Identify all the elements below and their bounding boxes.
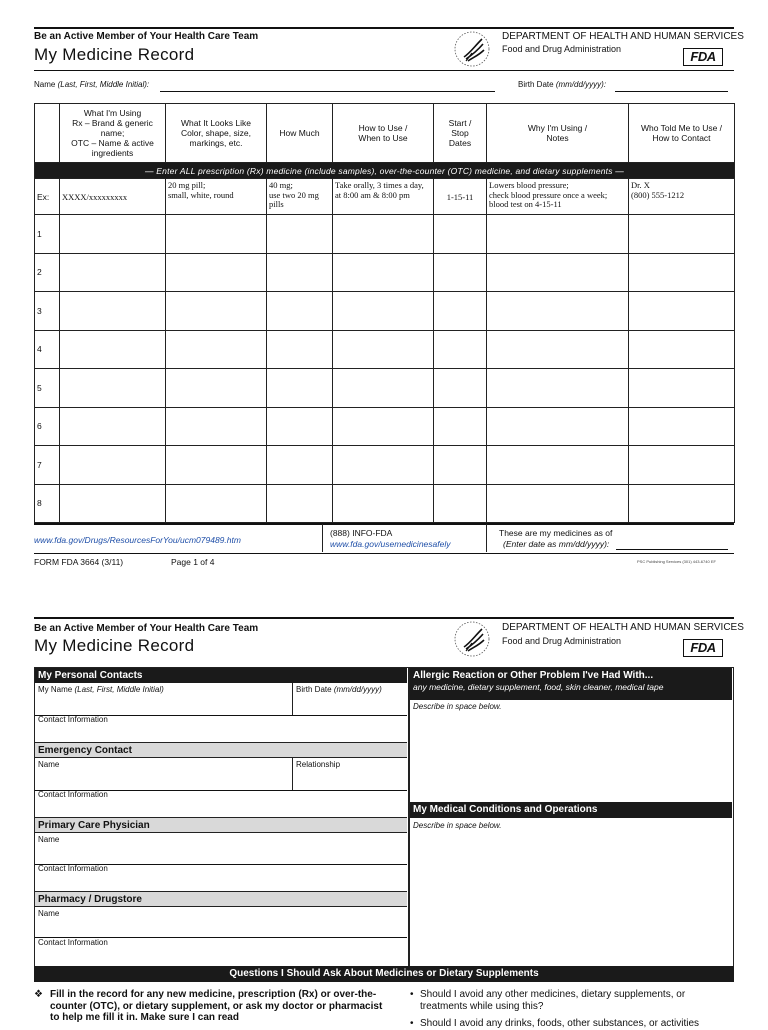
page1-name-field[interactable] xyxy=(160,91,495,92)
table-cell[interactable] xyxy=(166,330,267,369)
row-number: 4 xyxy=(35,330,60,369)
pharmacy-contact-info-label: Contact Information xyxy=(38,938,108,947)
page2-title: My Medicine Record xyxy=(34,636,195,655)
primary-care-heading: Primary Care Physician xyxy=(35,817,407,833)
example-looks: 20 mg pill; small, white, round xyxy=(166,179,267,215)
table-cell[interactable] xyxy=(60,484,166,523)
table-cell[interactable] xyxy=(487,292,629,331)
example-who: Dr. X (800) 555-1212 xyxy=(629,179,735,215)
example-label: Ex: xyxy=(35,179,60,215)
publisher-note: PSC Publishing Services (301) 443-6740 EF xyxy=(637,559,716,564)
header-who: Who Told Me to Use / How to Contact xyxy=(629,104,735,163)
header-what: What I'm Using Rx – Brand & generic name; OTC – Name & active ingredients xyxy=(60,104,166,163)
pharmacy-name-label: Name xyxy=(38,909,60,918)
emergency-contact-heading: Emergency Contact xyxy=(35,742,407,758)
allergy-heading: Allergic Reaction or Other Problem I've Had With... xyxy=(413,670,654,681)
bullet-icon: • xyxy=(410,1018,414,1029)
allergy-subheading: any medicine, dietary supplement, food, skin cleaner, medical tape xyxy=(413,682,664,692)
page1-name-label: Name (Last, First, Middle Initial): xyxy=(34,80,150,89)
table-cell[interactable] xyxy=(60,215,166,254)
row-number: 2 xyxy=(35,253,60,292)
page1-tagline: Be an Active Member of Your Health Care Team xyxy=(34,31,259,42)
page1-dept-line2: Food and Drug Administration xyxy=(502,44,622,54)
table-cell[interactable] xyxy=(267,215,333,254)
table-cell[interactable] xyxy=(434,330,487,369)
diamond-bullet-icon: ❖ xyxy=(34,989,43,1000)
table-cell[interactable] xyxy=(333,215,434,254)
table-cell[interactable] xyxy=(267,369,333,408)
header-why: Why I'm Using / Notes xyxy=(487,104,629,163)
table-cell[interactable] xyxy=(166,407,267,446)
table-cell[interactable] xyxy=(166,369,267,408)
left-instruction-text: Fill in the record for any new medicine, prescription (Rx) or over-the-counter (OTC), or dietary supplement, or ask my doctor or pharmacist to help me fill it in. Make sure I can read xyxy=(50,989,383,1023)
table-cell[interactable] xyxy=(487,330,629,369)
table-cell[interactable] xyxy=(487,253,629,292)
header-how-to: How to Use / When to Use xyxy=(333,104,434,163)
footer-fda-link[interactable]: www.fda.gov/Drugs/ResourcesForYou/ucm079489.htm xyxy=(34,535,241,545)
pcp-name-label: Name xyxy=(38,835,60,844)
table-cell[interactable] xyxy=(267,484,333,523)
hhs-eagle-logo xyxy=(452,29,492,69)
my-name-label: My Name (Last, First, Middle Initial) xyxy=(38,685,164,694)
table-cell[interactable] xyxy=(434,484,487,523)
table-cell[interactable] xyxy=(629,446,735,485)
footer-as-of: These are my medicines as of xyxy=(499,528,613,538)
bullet-icon: • xyxy=(410,989,414,1000)
table-cell[interactable] xyxy=(629,330,735,369)
pcp-contact-info-label: Contact Information xyxy=(38,864,108,873)
table-cell[interactable] xyxy=(629,484,735,523)
conditions-text-area[interactable] xyxy=(410,831,732,965)
table-cell[interactable] xyxy=(629,407,735,446)
table-cell[interactable] xyxy=(629,215,735,254)
example-why: Lowers blood pressure; check blood pressure once a week; blood test on 4-15-11 xyxy=(487,179,629,215)
question-1: Should I avoid any other medicines, dietary supplements, or treatments while using this? xyxy=(420,989,686,1012)
table-cell[interactable] xyxy=(267,292,333,331)
header-blank xyxy=(35,104,60,163)
table-cell[interactable] xyxy=(434,215,487,254)
table-cell[interactable] xyxy=(60,407,166,446)
allergy-describe-hint: Describe in space below. xyxy=(413,702,502,711)
question-2: Should I avoid any drinks, foods, other substances, or activities xyxy=(420,1018,700,1029)
table-cell[interactable] xyxy=(166,215,267,254)
table-cell[interactable] xyxy=(166,292,267,331)
table-cell[interactable] xyxy=(434,253,487,292)
questions-heading: Questions I Should Ask About Medicines or Dietary Supplements xyxy=(34,966,734,982)
table-cell[interactable] xyxy=(60,369,166,408)
footer-enter-date: (Enter date as mm/dd/yyyy): xyxy=(503,539,610,549)
header-looks: What It Looks Like Color, shape, size, markings, etc. xyxy=(166,104,267,163)
row-number: 1 xyxy=(35,215,60,254)
table-cell[interactable] xyxy=(434,407,487,446)
right-questions xyxy=(410,989,728,1030)
header-dates: Start / Stop Dates xyxy=(434,104,487,163)
example-how-to: Take orally, 3 times a day, at 8:00 am & 8:00 pm xyxy=(333,179,434,215)
hhs-eagle-logo xyxy=(452,619,492,659)
table-cell[interactable] xyxy=(333,330,434,369)
table-cell[interactable] xyxy=(333,253,434,292)
table-cell[interactable] xyxy=(434,446,487,485)
table-cell[interactable] xyxy=(434,369,487,408)
table-cell[interactable] xyxy=(60,253,166,292)
relationship-label: Relationship xyxy=(296,760,341,769)
table-cell[interactable] xyxy=(60,330,166,369)
footer-usemedicine-link[interactable]: www.fda.gov/usemedicinesafely xyxy=(330,539,451,549)
page2-dept-line2: Food and Drug Administration xyxy=(502,636,622,646)
emergency-name-label: Name xyxy=(38,760,60,769)
page1-birth-field[interactable] xyxy=(615,91,728,92)
row-number: 5 xyxy=(35,369,60,408)
footer-date-field[interactable] xyxy=(616,549,728,550)
allergy-text-area[interactable] xyxy=(410,712,732,800)
example-what: XXXX/xxxxxxxxx xyxy=(60,179,166,215)
example-how-much: 40 mg; use two 20 mg pills xyxy=(267,179,333,215)
table-cell[interactable] xyxy=(60,446,166,485)
page2-dept-line1: DEPARTMENT OF HEALTH AND HUMAN SERVICES xyxy=(502,622,744,633)
table-cell[interactable] xyxy=(267,330,333,369)
table-cell[interactable] xyxy=(333,484,434,523)
table-cell[interactable] xyxy=(267,253,333,292)
table-cell[interactable] xyxy=(434,292,487,331)
table-cell[interactable] xyxy=(166,484,267,523)
row-number: 8 xyxy=(35,484,60,523)
emergency-contact-info-label: Contact Information xyxy=(38,790,108,799)
example-dates: 1-15-11 xyxy=(434,179,487,215)
table-cell[interactable] xyxy=(629,253,735,292)
table-cell[interactable] xyxy=(487,215,629,254)
table-cell[interactable] xyxy=(333,407,434,446)
table-cell[interactable] xyxy=(267,446,333,485)
personal-contacts-heading: My Personal Contacts xyxy=(35,668,407,683)
page-number: Page 1 of 4 xyxy=(171,557,215,567)
table-cell[interactable] xyxy=(629,292,735,331)
row-number: 6 xyxy=(35,407,60,446)
page1-birth-label: Birth Date (mm/dd/yyyy): xyxy=(518,80,607,89)
page1-fda-logo: FDA xyxy=(683,48,723,66)
entry-instruction-band: — Enter ALL prescription (Rx) medicine (include samples), over-the-counter (OTC) medicine, and dietary supplements — xyxy=(35,163,735,179)
table-cell[interactable] xyxy=(487,369,629,408)
table-cell[interactable] xyxy=(629,369,735,408)
header-how-much: How Much xyxy=(267,104,333,163)
table-cell[interactable] xyxy=(487,446,629,485)
row-number: 7 xyxy=(35,446,60,485)
allergy-heading-block xyxy=(410,668,732,700)
form-id: FORM FDA 3664 (3/11) xyxy=(34,557,124,567)
table-cell[interactable] xyxy=(166,253,267,292)
medicine-table xyxy=(34,103,735,523)
conditions-describe-hint: Describe in space below. xyxy=(413,821,502,830)
table-cell[interactable] xyxy=(166,446,267,485)
table-cell[interactable] xyxy=(60,292,166,331)
table-cell[interactable] xyxy=(333,292,434,331)
table-cell[interactable] xyxy=(333,369,434,408)
footer-phone: (888) INFO-FDA xyxy=(330,528,393,538)
left-instruction xyxy=(34,989,394,1024)
page1-dept-line1: DEPARTMENT OF HEALTH AND HUMAN SERVICES xyxy=(502,31,744,42)
page2-fda-logo: FDA xyxy=(683,639,723,657)
table-cell[interactable] xyxy=(333,446,434,485)
pharmacy-heading: Pharmacy / Drugstore xyxy=(35,891,407,907)
birth-date-label: Birth Date (mm/dd/yyyy) xyxy=(296,685,382,694)
table-cell[interactable] xyxy=(267,407,333,446)
page1-title: My Medicine Record xyxy=(34,45,195,64)
conditions-heading: My Medical Conditions and Operations xyxy=(410,802,732,818)
table-cell[interactable] xyxy=(487,407,629,446)
my-contact-info-label: Contact Information xyxy=(38,715,108,724)
table-cell[interactable] xyxy=(487,484,629,523)
page2-tagline: Be an Active Member of Your Health Care Team xyxy=(34,623,259,634)
row-number: 3 xyxy=(35,292,60,331)
